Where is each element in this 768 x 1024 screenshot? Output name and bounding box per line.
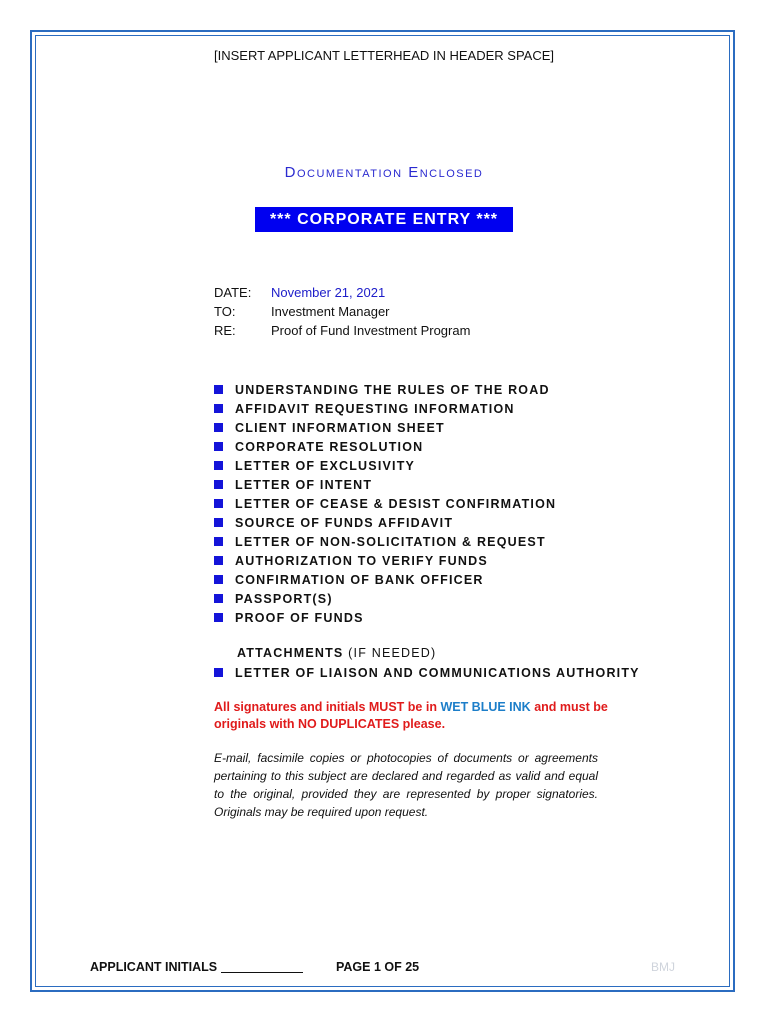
initials-signature-line	[221, 960, 303, 973]
memo-date-value: November 21, 2021	[271, 285, 386, 300]
checklist-item: AUTHORIZATION TO VERIFY FUNDS	[214, 552, 556, 571]
checklist-item: LETTER OF CEASE & DESIST CONFIRMATION	[214, 495, 556, 514]
memo-to-value: Investment Manager	[271, 304, 390, 319]
checklist-item: LETTER OF NON-SOLICITATION & REQUEST	[214, 533, 556, 552]
document-checklist	[214, 381, 556, 628]
checklist-item: PROOF OF FUNDS	[214, 609, 556, 628]
letterhead-note: [INSERT APPLICANT LETTERHEAD IN HEADER SPACE]	[213, 48, 555, 63]
checklist-item: LETTER OF INTENT	[214, 476, 556, 495]
attachments-heading	[237, 646, 436, 660]
square-bullet-icon	[214, 385, 223, 394]
checklist-item: CONFIRMATION OF BANK OFFICER	[214, 571, 556, 590]
memo-re-value: Proof of Fund Investment Program	[271, 323, 471, 338]
checklist-item: CORPORATE RESOLUTION	[214, 438, 556, 457]
checklist-item: CLIENT INFORMATION SHEET	[214, 419, 556, 438]
page-number: PAGE 1 OF 25	[336, 960, 420, 974]
square-bullet-icon	[214, 613, 223, 622]
square-bullet-icon	[214, 442, 223, 451]
memo-to-label: TO:	[214, 304, 236, 319]
checklist-item: UNDERSTANDING THE RULES OF THE ROAD	[214, 381, 556, 400]
attachment-item: LETTER OF LIAISON AND COMMUNICATIONS AUTHORITY	[214, 664, 640, 683]
wet-blue-ink-highlight: WET BLUE INK	[440, 700, 531, 714]
square-bullet-icon	[214, 423, 223, 432]
memo-date-row	[214, 285, 385, 300]
square-bullet-icon	[214, 668, 223, 677]
square-bullet-icon	[214, 594, 223, 603]
checklist-item: SOURCE OF FUNDS AFFIDAVIT	[214, 514, 556, 533]
square-bullet-icon	[214, 499, 223, 508]
memo-re-label: RE:	[214, 323, 236, 338]
corporate-entry-banner: *** CORPORATE ENTRY ***	[255, 207, 513, 232]
applicant-initials-label: APPLICANT INITIALS	[90, 960, 218, 974]
watermark: BMJ	[651, 960, 675, 974]
memo-to-row	[214, 304, 390, 319]
attachments-title: ATTACHMENTS	[237, 646, 344, 660]
checklist-item: PASSPORT(S)	[214, 590, 556, 609]
copies-disclaimer: E-mail, facsimile copies or photocopies of documents or agreements pertaining to this subject are declared and regarded as valid and equal to the original, provided they are represented by proper signatories. Originals may be required upon request.	[214, 751, 598, 819]
memo-date-label: DATE:	[214, 285, 252, 300]
checklist-item: AFFIDAVIT REQUESTING INFORMATION	[214, 400, 556, 419]
square-bullet-icon	[214, 480, 223, 489]
applicant-initials	[90, 960, 303, 974]
square-bullet-icon	[214, 556, 223, 565]
square-bullet-icon	[214, 404, 223, 413]
square-bullet-icon	[214, 575, 223, 584]
square-bullet-icon	[214, 461, 223, 470]
checklist-item: LETTER OF EXCLUSIVITY	[214, 457, 556, 476]
attachments-qualifier: (IF NEEDED)	[348, 646, 437, 660]
square-bullet-icon	[214, 518, 223, 527]
signature-notice: All signatures and initials MUST be in WET BLUE INK and must be originals with NO DUPLICATES please.	[214, 700, 608, 731]
documentation-enclosed-heading: Documentation Enclosed	[284, 164, 484, 181]
square-bullet-icon	[214, 537, 223, 546]
memo-re-row	[214, 323, 470, 338]
